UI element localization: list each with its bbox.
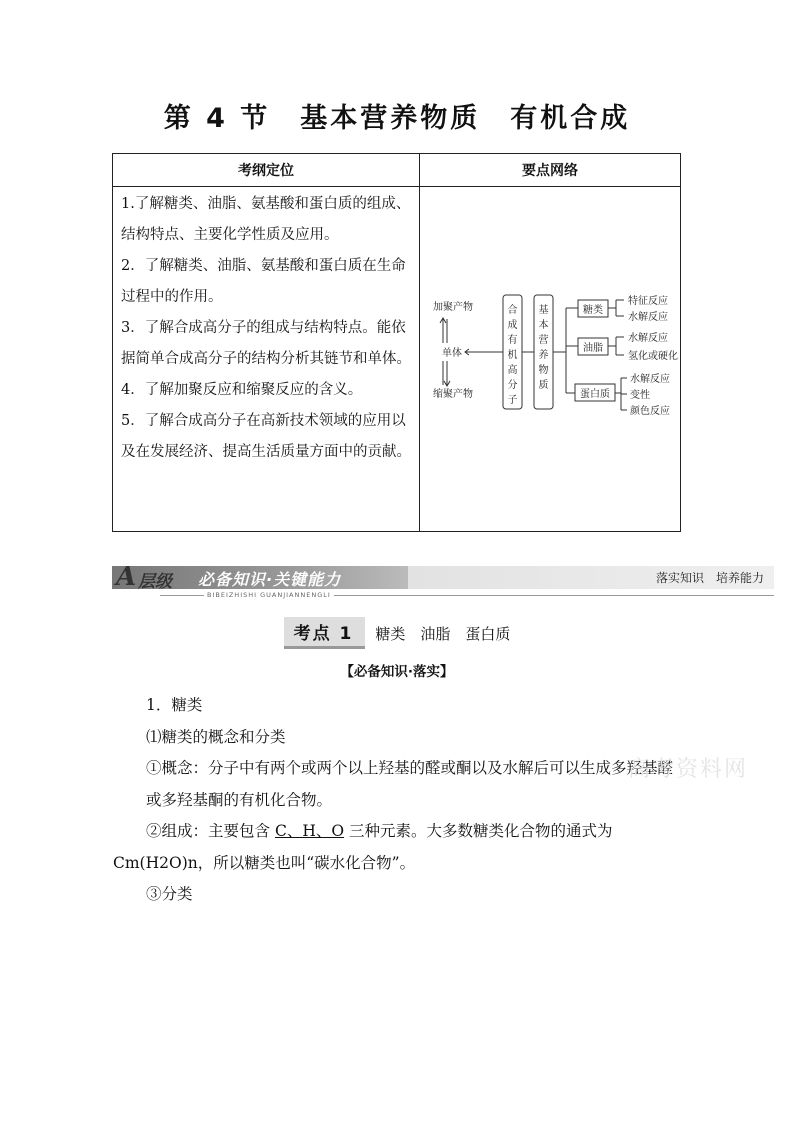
heading-concept-classification: ⑴糖类的概念和分类 [146, 727, 286, 746]
composition-text-2: 三种元素。大多数糖类化合物的通式为 [348, 822, 613, 840]
paragraph-formula [113, 848, 683, 880]
level-banner [112, 562, 774, 602]
banner-pinyin: BIBEIZHISHI GUANJIANNENGLI [204, 591, 334, 599]
network-diagram [420, 187, 693, 531]
formula-text: ，所以糖类也叫“碳水化合物”。 [197, 853, 416, 872]
sugar-item: 水解反应 [628, 312, 668, 323]
level-logo-text: 层级 [138, 572, 172, 592]
banner-right-text: 落实知识 培养能力 [655, 571, 764, 585]
watermark: 高考资料网 [628, 757, 749, 782]
fat-item: 氢化或硬化 [628, 351, 678, 362]
protein-box-label: 蛋白质 [580, 389, 610, 400]
section-topic: 基本营养物质 有机合成 [300, 103, 631, 134]
concept-network [420, 187, 681, 532]
fat-item: 水解反应 [628, 333, 668, 344]
goal-item: 4．了解加聚反应和缩聚反应的含义。 [121, 382, 363, 398]
paragraph-concept [113, 753, 683, 816]
synthetic-polymer-label: 合成有机高分子 [507, 305, 518, 406]
syllabus-goals [113, 187, 420, 532]
protein-item: 水解反应 [630, 374, 670, 385]
syllabus-table [112, 153, 681, 532]
goal-item: 5．了解合成高分子在高新技术领域的应用以及在发展经济、提高生活质量方面中的贡献。 [121, 413, 411, 460]
condensation-product-label: 缩聚产物 [433, 389, 473, 400]
basic-nutrients-label: 基本营养物质 [538, 305, 549, 391]
sugar-item: 特征反应 [628, 296, 668, 307]
monomer-label: 单体 [442, 348, 462, 359]
header-syllabus: 考纲定位 [113, 154, 420, 187]
header-network: 要点网络 [420, 154, 681, 187]
fat-box-label: 油脂 [583, 343, 603, 354]
addition-product-label: 加聚产物 [433, 302, 473, 313]
page-title [0, 96, 794, 135]
heading-classify: ③分类 [146, 885, 193, 903]
sub-heading: 【必备知识·落实】 [340, 664, 454, 680]
topic-label: 考点 1 [284, 617, 366, 649]
general-formula: Cm(H2O)n [113, 853, 198, 872]
concept-text: ①概念：分子中有两个或两个以上羟基的醛或酮以及水解后可以生成多羟基醛或多羟基酮的有机化合物。 [146, 759, 674, 809]
topic-heading [0, 617, 794, 649]
goal-item: 2．了解糖类、油脂、氨基酸和蛋白质在生命过程中的作用。 [121, 258, 406, 305]
protein-item: 变性 [630, 390, 650, 401]
composition-text: ②组成：主要包含 [146, 822, 271, 840]
section-number: 第 4 节 [163, 103, 271, 134]
goal-item: 1.了解糖类、油脂、氨基酸和蛋白质的组成、结构特点、主要化学性质及应用。 [121, 196, 411, 243]
sugar-box-label: 糖类 [583, 305, 603, 316]
level-logo-letter: A [116, 562, 137, 592]
goal-item: 3．了解合成高分子的组成与结构特点。能依据简单合成高分子的结构分析其链节和单体。 [121, 320, 411, 367]
protein-item: 颜色反应 [630, 406, 670, 417]
composition-answer: C、H、O [274, 822, 345, 840]
banner-heading: 必备知识·关键能力 [198, 570, 342, 589]
paragraph-composition [113, 816, 683, 848]
topic-title: 糖类 油脂 蛋白质 [375, 625, 511, 643]
body-text [113, 690, 683, 911]
heading-sugars: 1．糖类 [146, 696, 203, 714]
